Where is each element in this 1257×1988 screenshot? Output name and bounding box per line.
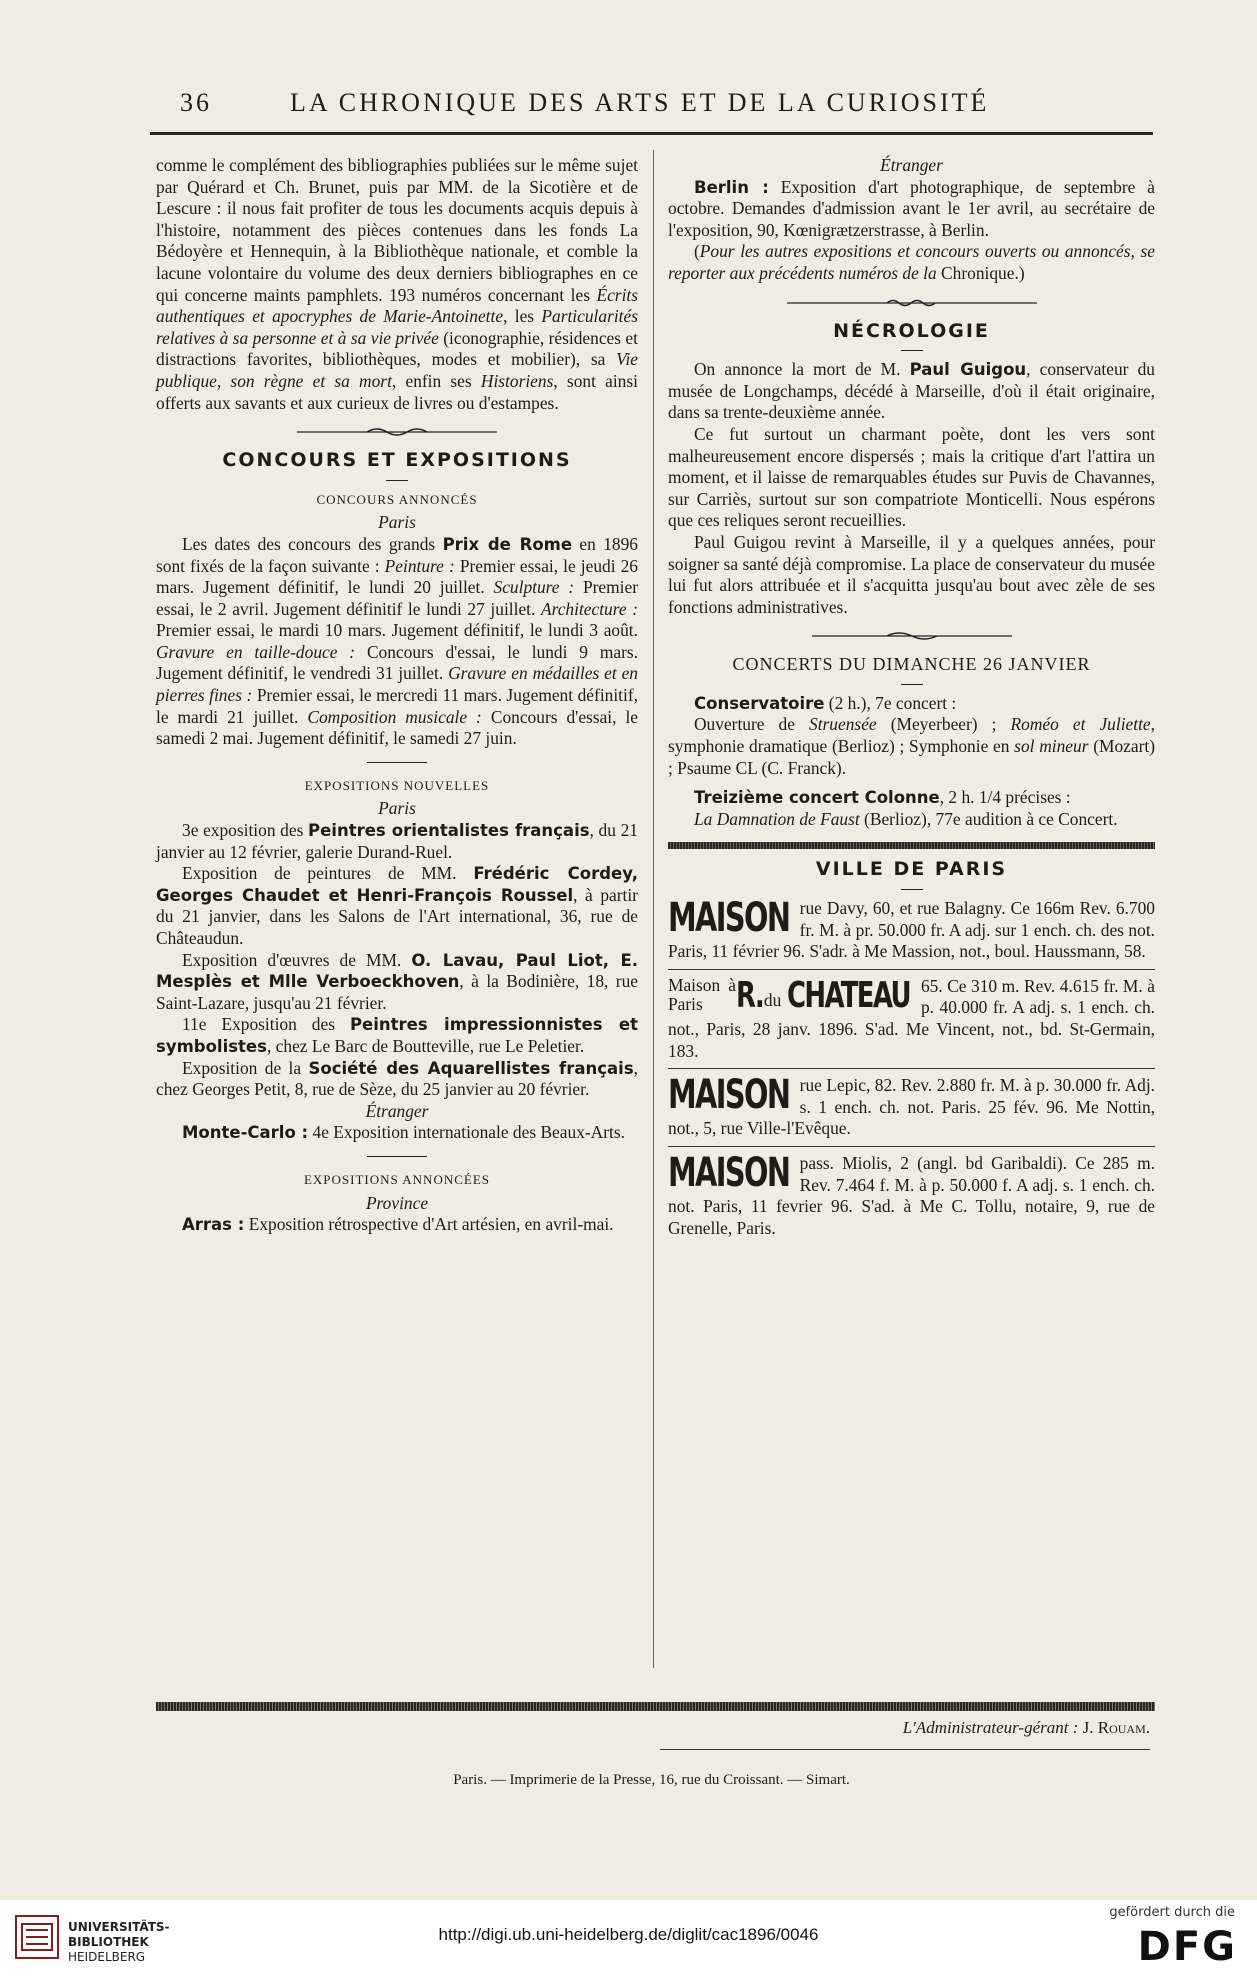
exposition-paragraph: Exposition de la Société des Aquarellistes français, chez Georges Petit, 8, rue de Sèze, du 25 janvier au 20 février. [156,1057,638,1100]
section-title: CONCOURS ET EXPOSITIONS [222,449,572,472]
dfg-logo: DFG [1137,1924,1237,1970]
ad-headline: R. [736,974,764,1016]
university-library-name: UNIVERSITÄTS- BIBLIOTHEK HEIDELBERG [68,1920,170,1964]
dash-rule [901,684,923,685]
ornament-divider [297,426,497,438]
exposition-paragraph: 11e Exposition des Peintres impressionnistes et symbolistes, chez Le Barc de Boutteville, rue Le Peletier. [156,1014,638,1056]
imprint-line: Paris. — Imprimerie de la Presse, 16, rue du Croissant. — Simart. [453,1772,850,1788]
exposition-paragraph: Exposition de peintures de MM. Frédéric Cordey, Georges Chaudet et Henri-François Roussel, à partir du 21 janvier, dans les Salons de l'Art international, 36, rue de Châteaudun. [156,863,639,948]
concert-paragraph: Conservatoire (2 h.), 7e concert : [694,692,957,713]
subheading-place: Paris [378,512,416,533]
right-column [668,155,1155,1239]
subheading-place: Paris [378,798,416,819]
berlin-paragraph: Berlin : Exposition d'art photographique, de septembre à octobre. Demandes d'admission avant le 1er avril, au secrétaire de l'exposition, 90, Kœnigrætzerstrasse, à Berlin. [668,176,1155,240]
real-estate-ad [668,895,1155,963]
ad-prefix: du [763,989,782,1010]
footer-rule [660,1749,1150,1750]
ad-text: pass. Miolis, 2 (angl. bd Garibaldi). Ce 285 m. Rev. 7.464 f. M. à p. 50.000 f. A adj. s. 1 ench. ch. not. Paris, 11 fevrier 96. S'ad. à Me C. Tollu, notaire, 9, rue de Grenelle, Paris. [668,1152,1155,1238]
ad-text: rue Lepic, 82. Rev. 2.880 fr. M. à p. 30.000 fr. Adj. s. 1 ench. ch. not. Paris. 25 fév. 96. Me Nottin, not., 5, rue Ville-l'Evêque. [668,1075,1155,1139]
concert-paragraph: Ouverture de Struensée (Meyerbeer) ; Roméo et Juliette, symphonie dramatique (Berlioz) ; Symphonie en sol mineur (Mozart) ; Psaume CL (C. Franck). [668,714,1155,778]
ad-rule [668,1068,1155,1069]
subheading-place: Étranger [880,155,943,175]
subheading: CONCOURS ANNONCÉS [316,491,478,507]
column-divider [653,150,654,1668]
ad-rule [668,1146,1155,1147]
running-header [180,88,1160,118]
dash-rule [901,350,923,351]
necrology-paragraph: Paul Guigou revint à Marseille, il y a quelques années, pour soigner sa santé déjà compromise. La place de conservateur du musée lui fut alors attribuée et il s'acquitta jusqu'au bout avec zèle de ses fonctions administratives. [668,531,1155,617]
real-estate-ad [668,1149,1155,1239]
real-estate-ad [668,976,1155,1062]
journal-title: LA CHRONIQUE DES ARTS ET DE LA CURIOSITÉ [290,88,990,117]
real-estate-ad [668,1072,1155,1140]
ad-headline: CHATEAU [787,974,911,1016]
thick-rule [668,842,1155,849]
necrology-paragraph: On annonce la mort de M. Paul Guigou, conservateur du musée de Longchamps, décédé à Marseille, d'où il était originaire, dans sa trente-deuxième année. [668,359,1155,423]
necrology-paragraph: Ce fut surtout un charmant poète, dont les vers sont malheureusement encore dispersés ; mais la critique d'art l'attira un moment, et il laisse de remarquables études sur Puvis de Chavannes, sur Carriès, surtout sur son compatriote Monticelli. Nous espérons que ces reliques seront recueillies. [668,423,1155,531]
ornament-divider [787,297,1037,309]
header-rule [150,132,1153,135]
note-paragraph: (Pour les autres expositions et concours ouverts ou annoncés, se reporter aux précédents numéros de la Chronique.) [668,241,1155,283]
subheading-place: Étranger [365,1100,429,1121]
footer-thick-rule [156,1702,1155,1711]
section-title: CONCERTS DU DIMANCHE 26 JANVIER [732,654,1091,675]
ad-text: rue Davy, 60, et rue Balagny. Ce 166m Rev. 6.700 fr. M. à pr. 50.000 fr. A adj. sur 1 ench. ch. des not. Paris, 11 février 96. S'adr. à Me Massion, not., boul. Haussmann, 58. [668,898,1155,962]
intro-paragraph: comme le complément des bibliographies publiées sur le même sujet par Quérard et Ch. Brunet, puis par MM. de la Sicotière et de Lescure : il nous fait profiter de tous les documents acquis depuis à l'histoire, notamment des pièces contenues dans les fonds La Bédoyère et Hennequin, à la Bibliothèque nationale, et comble la lacune volontaire du volume des deux derniers bibliographes en ce qui concerne maints pamphlets. 193 numéros concernant les Écrits authentiques et apocryphes de Marie-Antoinette, les Particularités relatives à sa personne et à sa vie privée (iconographie, résidences et distractions favorites, bibliothèques, modes et mobilier), sa Vie publique, son règne et sa mort, enfin ses Historiens, sont ainsi offerts aux savants et aux curieux de livres ou d'estampes. [156,155,638,413]
funding-label: gefördert durch die [1109,1905,1235,1920]
dash-rule [901,889,923,890]
exposition-paragraph: Monte-Carlo : 4e Exposition internationale des Beaux-Arts. [182,1122,625,1143]
section-title: VILLE DE PARIS [815,858,1008,881]
concert-paragraph: La Damnation de Faust (Berlioz), 77e audition à ce Concert. [694,808,1118,829]
subheading: EXPOSITIONS ANNONCÉES [303,1171,491,1187]
section-title: NÉCROLOGIE [833,319,990,342]
dash-rule [386,480,408,481]
short-rule [367,1156,427,1157]
ornament-divider [812,630,1012,642]
left-column [156,155,638,1236]
ad-prefix: Maison à Paris [668,974,736,1014]
ad-headline: MAISON [668,1149,790,1196]
concert-paragraph: Treizième concert Colonne, 2 h. 1/4 précises : [694,787,1071,808]
ad-headline: MAISON [668,1072,790,1119]
subheading-place: Province [365,1192,429,1213]
subheading: EXPOSITIONS NOUVELLES [304,777,490,793]
ad-rule [668,969,1155,970]
permalink-url[interactable]: http://digi.ub.uni-heidelberg.de/diglit/cac1896/0046 [438,1925,819,1944]
administrator-line: L'Administrateur-gérant : J. Rouam. [902,1718,1150,1737]
prix-de-rome-paragraph: Les dates des concours des grands Prix de Rome en 1896 sont fixés de la façon suivante : Peinture : Premier essai, le jeudi 26 mars. Jugement définitif, le lundi 20 juillet. Sculpture : Premier essai, le 2 avril. Jugement définitif le lundi 27 juillet. Architecture : Premier essai, le mardi 10 mars. Jugement définitif, le lundi 3 août. Gravure en taille-douce : Concours d'essai, le lundi 9 mars. Jugement définitif, le vendredi 31 juillet. Gravure en médailles et en pierres fines : Premier essai, le mercredi 11 mars. Jugement définitif, le mardi 21 juillet. Composition musicale : Concours d'essai, le samedi 2 mai. Jugement définitif, le samedi 27 juin. [156,533,639,749]
ad-headline: MAISON [668,895,790,942]
page-number: 36 [180,88,212,117]
exposition-paragraph: Arras : Exposition rétrospective d'Art artésien, en avril-mai. [182,1214,614,1235]
exposition-paragraph: 3e exposition des Peintres orientalistes français, du 21 janvier au 12 février, galerie Durand-Ruel. [156,820,638,862]
exposition-paragraph: Exposition d'œuvres de MM. O. Lavau, Paul Liot, E. Mesplès et Mlle Verboeckhoven, à la Bodinière, 18, rue Saint-Lazare, jusqu'au 21 février. [156,949,638,1013]
ad-text: 65. Ce 310 m. Rev. 4.615 fr. M. à p. 40.000 fr. A adj. s. 1 ench. ch. not., Paris, 28 janv. 1896. S'ad. Me Vincent, not., bd. St-Germain, 183. [668,975,1155,1061]
short-rule [367,762,427,763]
